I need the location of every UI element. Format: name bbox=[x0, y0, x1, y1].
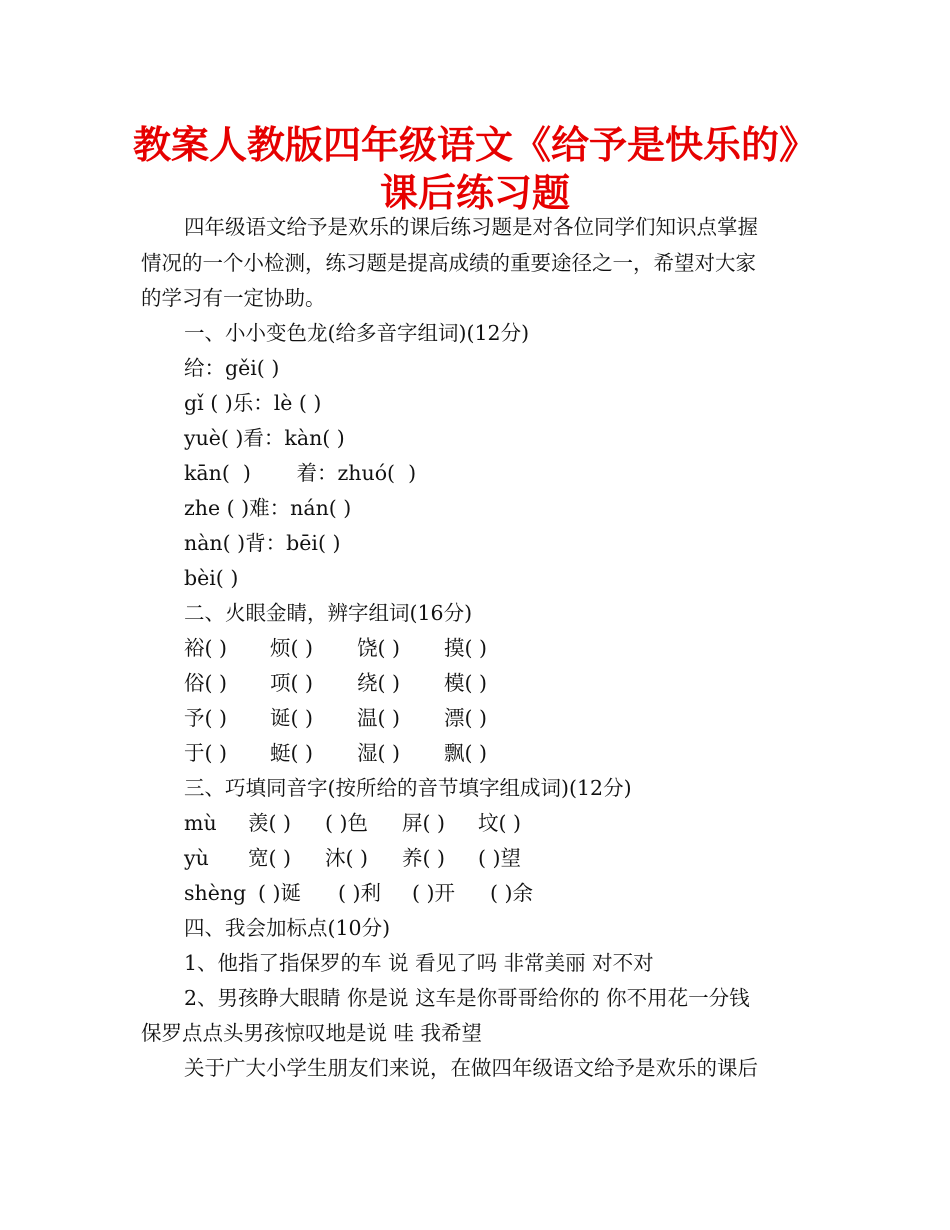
section2-cell: 予( ) bbox=[184, 706, 228, 730]
section2-cell: 项( ) bbox=[270, 671, 314, 695]
section2-cell: 俗( ) bbox=[184, 671, 228, 695]
section2-cell: 诞( ) bbox=[270, 706, 314, 730]
section3-cell: 沐( ) bbox=[325, 846, 369, 870]
section1-line: nàn( )背：bēi( ) bbox=[184, 531, 341, 555]
section1-heading: 一、小小变色龙(给多音字组词)(12分) bbox=[184, 321, 530, 345]
section4-question-2-line1: 2、男孩睁大眼睛 你是说 这车是你哥哥给你的 你不用花一分钱 bbox=[184, 986, 750, 1010]
closing-paragraph: 关于广大小学生朋友们来说，在做四年级语文给予是欢乐的课后 bbox=[184, 1056, 758, 1080]
section2-cell: 绕( ) bbox=[357, 671, 401, 695]
section3-cell: 养( ) bbox=[402, 846, 446, 870]
intro-line-2: 情况的一个小检测，练习题是提高成绩的重要途径之一，希望对大家 bbox=[141, 251, 756, 275]
section2-heading: 二、火眼金睛，辨字组词(16分) bbox=[184, 601, 473, 625]
section3-syllable: shèng bbox=[184, 881, 247, 905]
section2-cell: 饶( ) bbox=[357, 636, 401, 660]
section2-cell: 烦( ) bbox=[270, 636, 314, 660]
section4-question-2-line2: 保罗点点头男孩惊叹地是说 哇 我希望 bbox=[141, 1021, 483, 1045]
section4-heading: 四、我会加标点(10分) bbox=[184, 916, 391, 940]
section2-cell: 模( ) bbox=[444, 671, 488, 695]
section3-syllable: mù bbox=[184, 811, 217, 835]
section4-question-1: 1、他指了指保罗的车 说 看见了吗 非常美丽 对不对 bbox=[184, 951, 654, 975]
section3-cell: ( )望 bbox=[478, 846, 522, 870]
section1-line: gǐ ( )乐：lè ( ) bbox=[184, 391, 322, 415]
section3-cell: 羡( ) bbox=[248, 811, 292, 835]
section2-cell: 摸( ) bbox=[444, 636, 488, 660]
document-title-line1: 教案人教版四年级语文《给予是快乐的》 bbox=[132, 123, 817, 167]
intro-line-3: 的学习有一定协助。 bbox=[141, 286, 326, 310]
section2-cell: 裕( ) bbox=[184, 636, 228, 660]
section1-line: kān( ) 着：zhuó( ) bbox=[184, 461, 417, 485]
section2-cell: 温( ) bbox=[357, 706, 401, 730]
section3-cell: ( )色 bbox=[325, 811, 369, 835]
section1-line: bèi( ) bbox=[184, 566, 239, 590]
section3-syllable: yù bbox=[184, 846, 209, 870]
section1-line: 给：gěi( ) bbox=[184, 356, 280, 380]
section3-cell: ( )开 bbox=[412, 881, 456, 905]
section2-cell: 飘( ) bbox=[444, 741, 488, 765]
section2-cell: 蜓( ) bbox=[270, 741, 314, 765]
section3-cell: 宽( ) bbox=[248, 846, 292, 870]
intro-line-1: 四年级语文给予是欢乐的课后练习题是对各位同学们知识点掌握 bbox=[184, 215, 758, 239]
section3-cell: ( )诞 bbox=[258, 881, 302, 905]
section2-cell: 湿( ) bbox=[357, 741, 401, 765]
section3-cell: 屏( ) bbox=[402, 811, 446, 835]
section3-cell: 坟( ) bbox=[478, 811, 522, 835]
document-title-line2: 课后练习题 bbox=[379, 171, 570, 215]
section1-line: yuè( )看：kàn( ) bbox=[184, 426, 345, 450]
section3-heading: 三、巧填同音字(按所给的音节填字组成词)(12分) bbox=[184, 776, 632, 800]
section2-cell: 于( ) bbox=[184, 741, 228, 765]
section1-line: zhe ( )难：nán( ) bbox=[184, 496, 352, 520]
section2-cell: 漂( ) bbox=[444, 706, 488, 730]
section3-cell: ( )余 bbox=[490, 881, 534, 905]
section3-cell: ( )利 bbox=[338, 881, 382, 905]
